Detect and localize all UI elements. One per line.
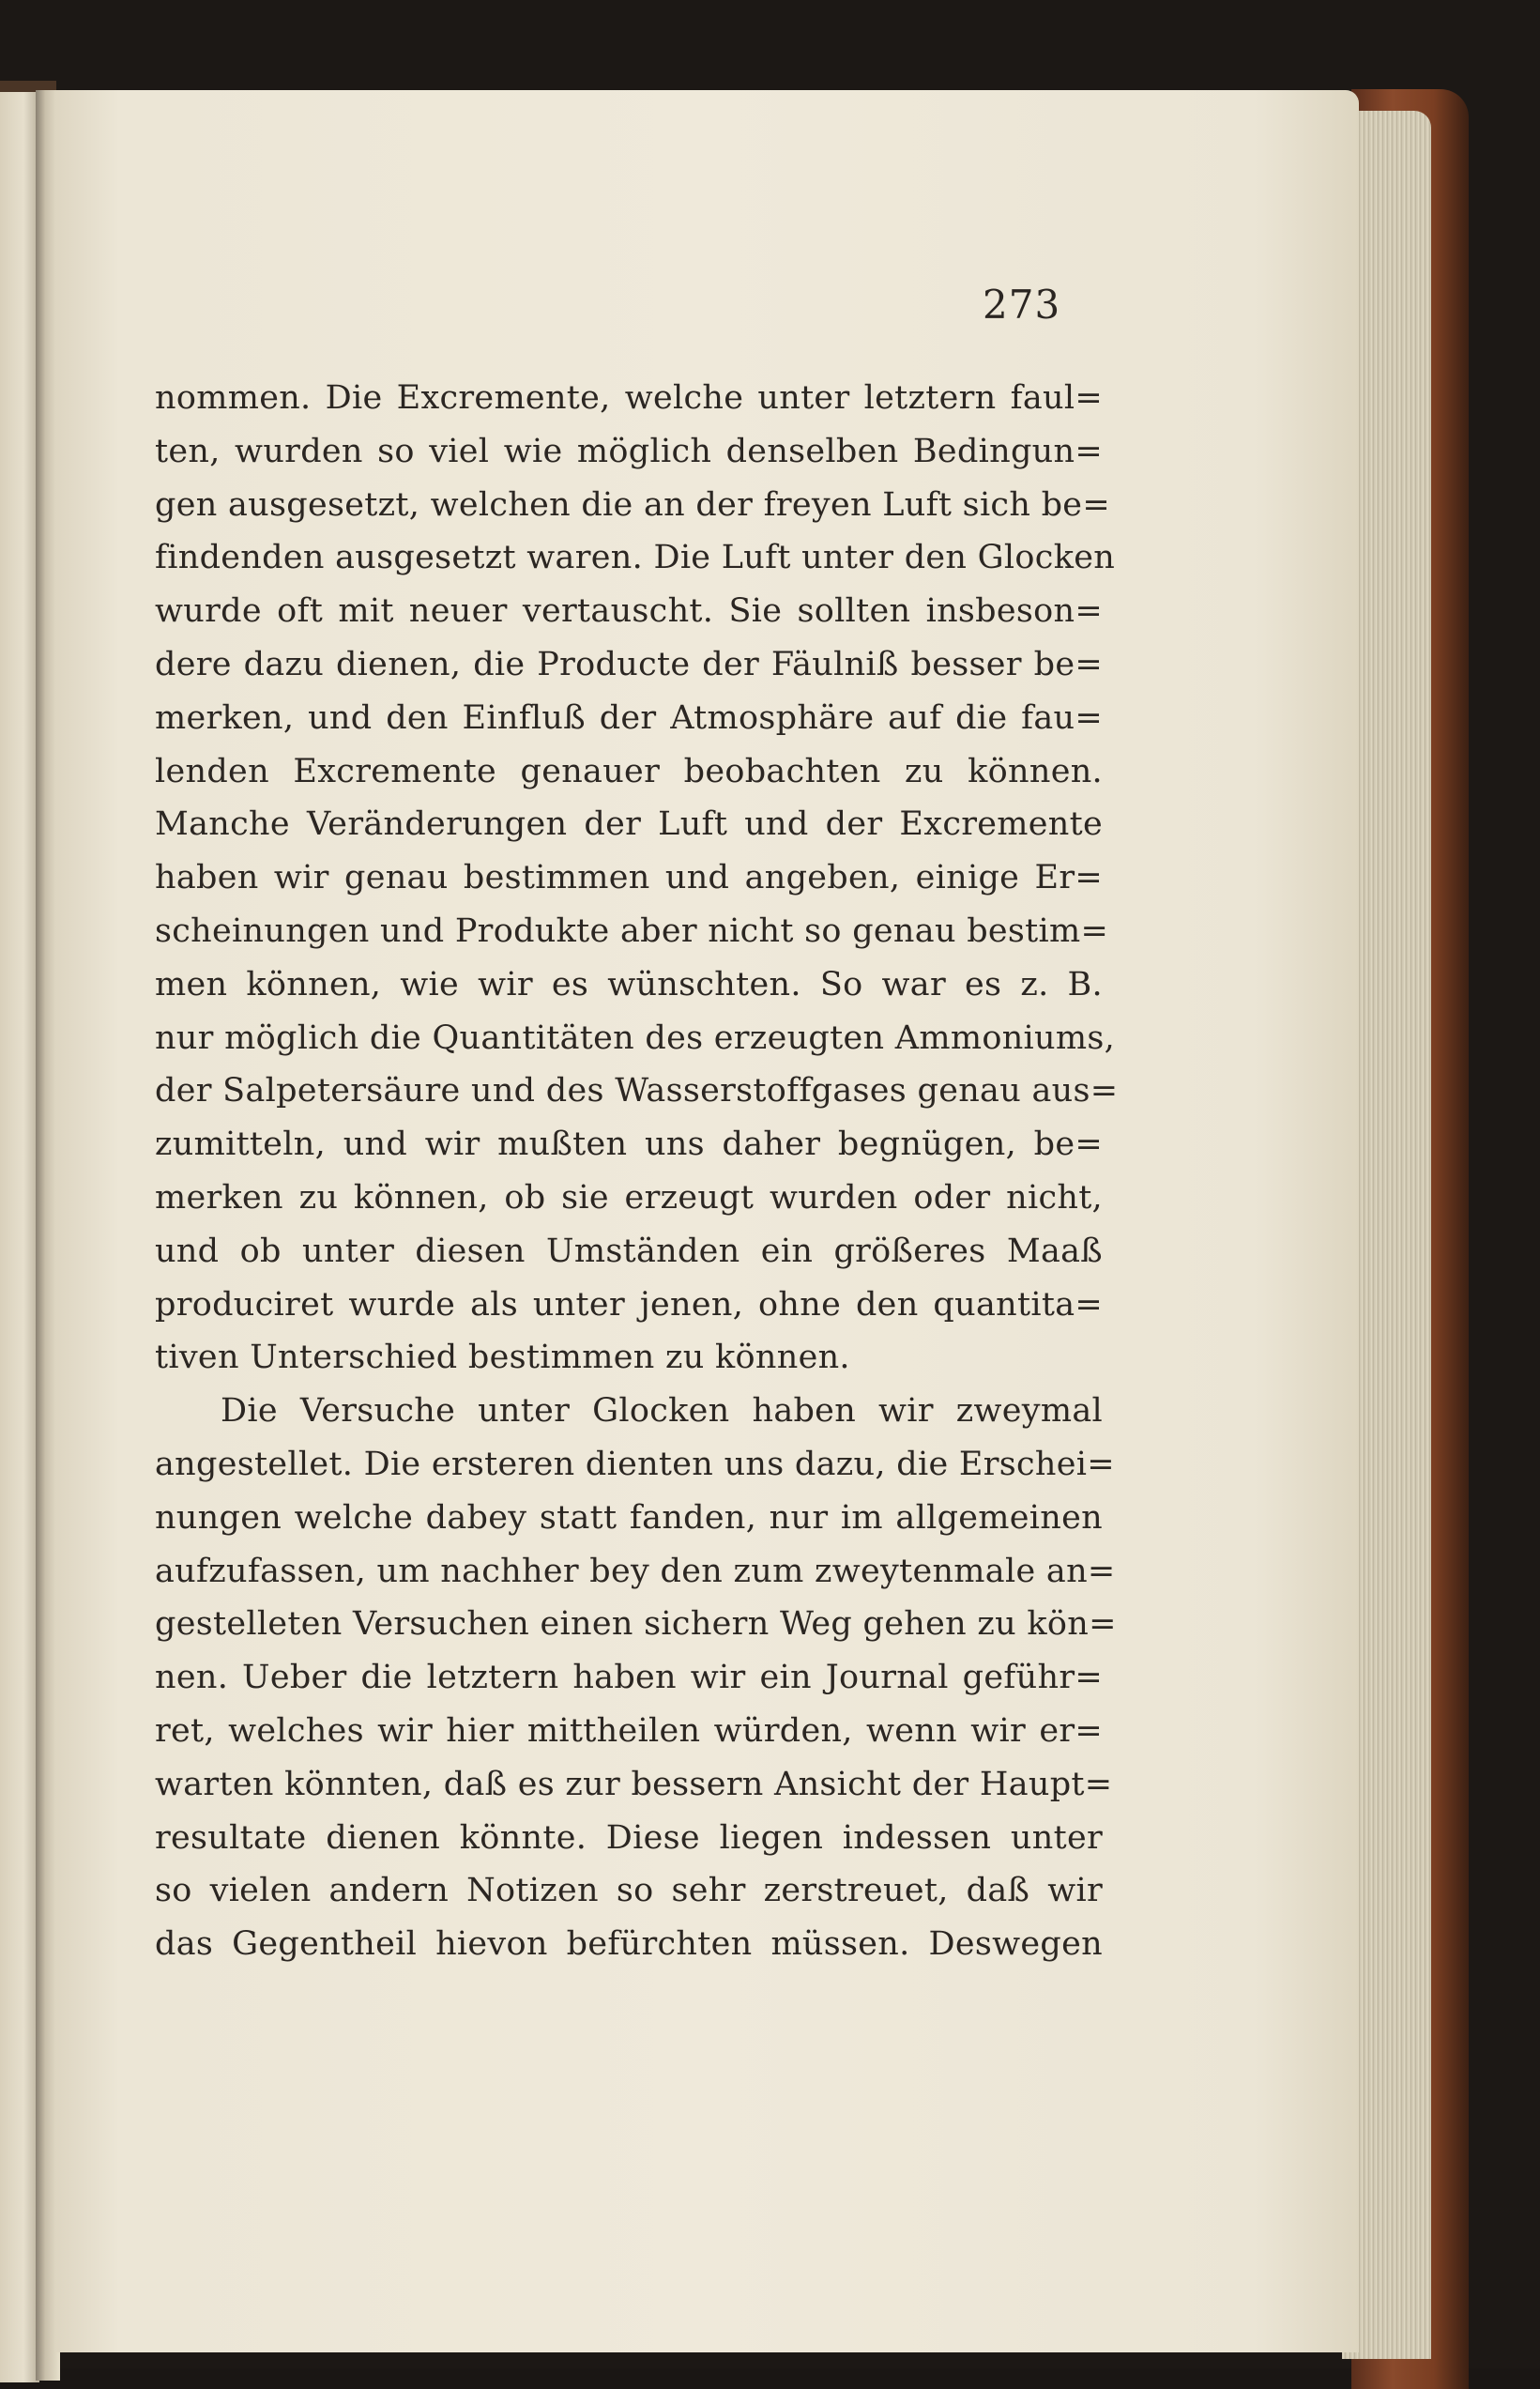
page-number: 273	[983, 282, 1061, 328]
text-line: lenden Excremente genauer beobachten zu können.	[155, 752, 1103, 790]
text-line: scheinungen und Produkte aber nicht so genau bestim=	[155, 911, 1109, 950]
text-line: angestellet. Die ersteren dienten uns dazu, die Erschei=	[155, 1445, 1115, 1483]
text-line: warten könnten, daß es zur bessern Ansicht der Haupt=	[155, 1765, 1113, 1803]
text-line: nommen. Die Excremente, welche unter letztern faul=	[155, 379, 1103, 417]
text-line: wurde oft mit neuer vertauscht. Sie sollten insbeson=	[155, 592, 1103, 631]
text-line: Die Versuche unter Glocken haben wir zweymal	[221, 1392, 1103, 1431]
text-line: so vielen andern Notizen so sehr zerstreuet, daß wir	[155, 1872, 1103, 1910]
text-line: resultate dienen könnte. Diese liegen indessen unter	[155, 1818, 1103, 1857]
text-line: und ob unter diesen Umständen ein größeres Maaß	[155, 1232, 1103, 1270]
text-line: nungen welche dabey statt fanden, nur im allgemeinen	[155, 1498, 1103, 1537]
text-line: zumitteln, und wir mußten uns daher begnügen, be=	[155, 1126, 1103, 1164]
text-line: haben wir genau bestimmen und angeben, einige Er=	[155, 859, 1103, 897]
text-line: nur möglich die Quantitäten des erzeugten Ammoniums,	[155, 1018, 1116, 1057]
left-facing-page	[0, 92, 39, 2382]
text-line: aufzufassen, um nachher bey den zum zweytenmale an=	[155, 1552, 1116, 1590]
text-line: produciret wurde als unter jenen, ohne den quantita=	[155, 1285, 1103, 1324]
text-line: gen ausgesetzt, welchen die an der freyen Luft sich be=	[155, 485, 1110, 524]
text-line: nen. Ueber die letztern haben wir ein Journal geführ=	[155, 1659, 1103, 1697]
text-line: merken zu können, ob sie erzeugt wurden oder nicht,	[155, 1178, 1103, 1217]
text-line: merken, und den Einfluß der Atmosphäre auf die fau=	[155, 698, 1103, 737]
text-line: ret, welches wir hier mittheilen würden, wenn wir er=	[155, 1711, 1103, 1750]
text-line: der Salpetersäure und des Wasserstoffgases genau aus=	[155, 1072, 1119, 1110]
text-line: ten, wurden so viel wie möglich denselben Bedingun=	[155, 432, 1103, 470]
text-line: gestelleten Versuchen einen sichern Weg gehen zu kön=	[155, 1605, 1117, 1644]
text-line: findenden ausgesetzt waren. Die Luft unter den Glocken	[155, 539, 1116, 577]
text-line: tiven Unterschied bestimmen zu können.	[155, 1339, 850, 1377]
text-line: men können, wie wir es wünschten. So war es z. B.	[155, 965, 1103, 1003]
text-line: Manche Veränderungen der Luft und der Excremente	[155, 805, 1103, 844]
text-line: dere dazu dienen, die Producte der Fäulniß besser be=	[155, 645, 1103, 683]
page-text	[155, 372, 1119, 1971]
text-line: das Gegentheil hievon befürchten müssen. Deswegen	[155, 1925, 1103, 1964]
